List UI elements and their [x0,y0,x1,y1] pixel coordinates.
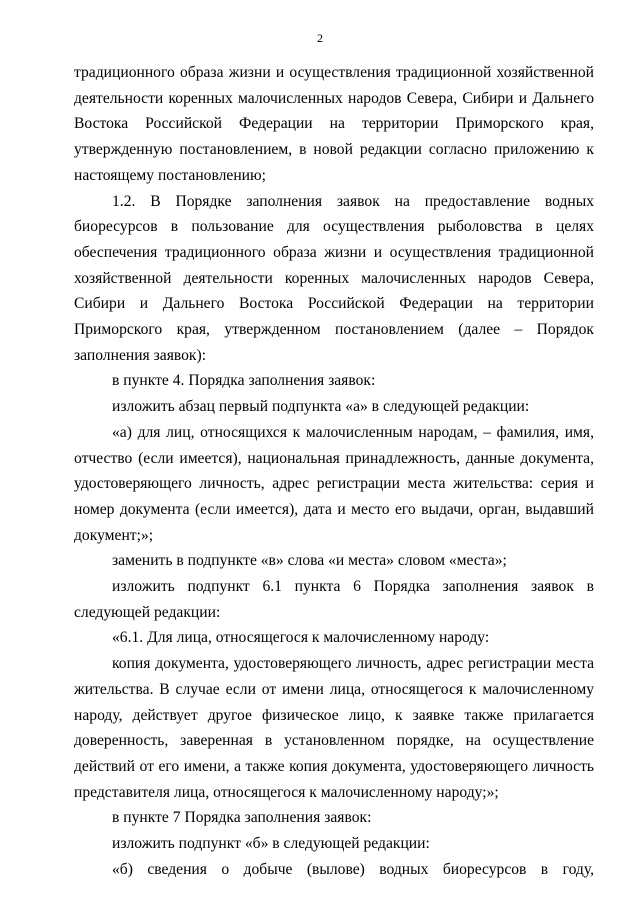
paragraph-subpoint-b-text: «б) сведения о добыче (вылове) водных биоресурсов в году, [112,860,594,878]
paragraph-item-1-2: 1.2. В Порядке заполнения заявок на предоставление водных биоресурсов в пользование для осуществления рыболовства в целях обеспечения традиционного образа жизни и осуществления традиционной хозяйственной деятельности коренных малочисленных народов Севера, Сибири и Дальнего Востока Российской Федерации на территории Приморского края, утвержденном постановлением (далее – Порядок заполнения заявок): [74,192,594,364]
paragraph-subpoint-a-text: «а) для лиц, относящихся к малочисленным народам, – фамилия, имя, отчество (если имеется), национальная принадлежность, данные документа, удостоверяющего личность, адрес регистрации места жительства: серия и номер документа (если имеется), дата и место его выдачи, орган, выдавший документ;»; [74,423,594,544]
document-body [74,60,594,883]
page-number: 2 [317,31,323,45]
paragraph-amend-subpoint-b: изложить подпункт «б» в следующей редакции: [112,835,430,853]
paragraph-amend-subpoint-a: изложить абзац первый подпункта «а» в следующей редакции: [112,398,530,416]
paragraph-subpoint-6-1-heading: «6.1. Для лица, относящегося к малочисленному народу: [112,629,490,647]
paragraph-replace-subpoint-v: заменить в подпункте «в» слова «и места» словом «места»; [112,552,507,570]
paragraph-point-7: в пункте 7 Порядка заполнения заявок: [112,809,372,827]
paragraph-continuation: традиционного образа жизни и осуществления традиционной хозяйственной деятельности коренных малочисленных народов Севера, Сибири и Дальнего Востока Российской Федерации на территории Приморского края, утвержденную постановлением, в новой редакции согласно приложению к настоящему постановлению; [74,64,594,184]
paragraph-subpoint-6-1-text: копия документа, удостоверяющего личность, адрес регистрации места жительства. В случае если от имени лица, относящегося к малочисленному народу, действует другое физическое лицо, к заявке также прилагается доверенность, заверенная в установленном порядке, на осуществление действий от его имени, а также копия документа, удостоверяющего личность представителя лица, относящегося к малочисленному народу;»; [74,655,594,801]
paragraph-point-4: в пункте 4. Порядка заполнения заявок: [112,372,376,390]
paragraph-amend-subpoint-6-1: изложить подпункт 6.1 пункта 6 Порядка заполнения заявок в следующей редакции: [74,578,594,621]
